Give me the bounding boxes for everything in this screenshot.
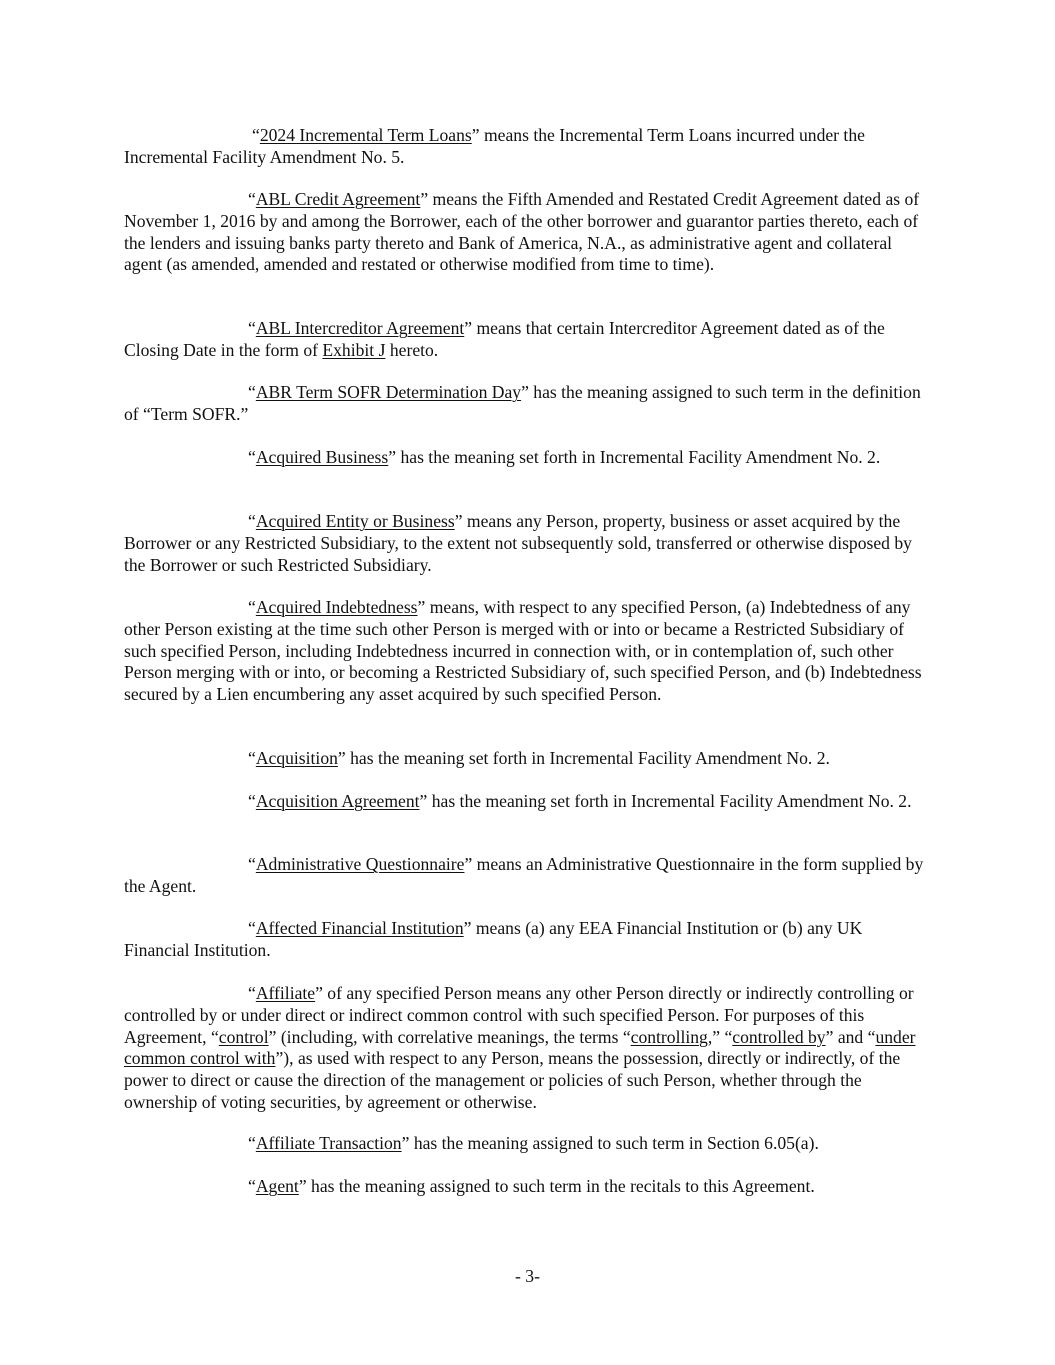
defined-term: Affiliate: [255, 983, 316, 1003]
definition-acquisition: “Acquisition” has the meaning set forth in Incremental Facility Amendment No. 2.: [248, 748, 830, 768]
defined-term: Administrative Questionnaire: [255, 854, 465, 874]
definition-acquisition-agreement: “Acquisition Agreement” has the meaning set forth in Incremental Facility Amendment No. 2.: [248, 791, 912, 811]
definition-text: ” means any Person, property, business or asset acquired by the Borrower or any Restricted Subsidiary, to the extent not subsequently sold, transferred or otherwise disposed by the Borrower or such Restricted Subsidiary.: [124, 511, 912, 575]
definition-text: ” has the meaning assigned to such term in the definition of “Term SOFR.”: [124, 382, 921, 424]
definition-text: ” has the meaning set forth in Incremental Facility Amendment No. 2.: [388, 447, 881, 467]
definition-acquired-business: “Acquired Business” has the meaning set forth in Incremental Facility Amendment No. 2.: [248, 447, 881, 467]
definition-acquired-indebtedness: “Acquired Indebtedness” means, with respect to any specified Person, (a) Indebtedness of any other Person existing at the time such other Person is merged with or into or became a Restricted Subsidiary of such specified Person, including Indebtedness incurred in connection with, or in contemplation of, such other Person merging with or into, or becoming a Restricted Subsidiary of, such specified Person, and (b) Indebtedness secured by a Lien encumbering any asset acquired by such specified Person.: [124, 597, 922, 705]
definition-text: ” and “: [825, 1026, 876, 1047]
definition-text: ” means that certain Intercreditor Agreement dated as of the Closing Date in the form of: [124, 318, 885, 360]
defined-term: Acquisition: [255, 748, 338, 768]
definition-text: ” has the meaning set forth in Incremental Facility Amendment No. 2.: [419, 791, 912, 811]
definition-text: ” (including, with correlative meanings, the terms “: [268, 1026, 631, 1047]
defined-subterm: controlling: [630, 1026, 708, 1047]
defined-term: Affected Financial Institution: [255, 918, 464, 938]
definition-administrative-questionnaire: “Administrative Questionnaire” means an Administrative Questionnaire in the form supplied by the Agent.: [124, 854, 924, 896]
definition-text: ” means (a) any EEA Financial Institution or (b) any UK Financial Institution.: [124, 918, 863, 960]
page-number: - 3-: [515, 1266, 540, 1286]
defined-subterm: controlled by: [732, 1026, 826, 1047]
definition-acquired-entity-or-business: “Acquired Entity or Business” means any Person, property, business or asset acquired by the Borrower or any Restricted Subsidiary, to the extent not subsequently sold, transferred or otherwise disposed by the Borrower or such Restricted Subsidiary.: [124, 511, 912, 575]
definition-text: ” means the Fifth Amended and Restated Credit Agreement dated as of November 1, 2016 by and among the Borrower, each of the other borrower and guarantor parties thereto, each of the lenders and issuing banks party thereto and Bank of America, N.A., as administrative agent and collateral agent (as amended, amended and restated or otherwise modified from time to time).: [124, 189, 920, 275]
defined-term: 2024 Incremental Term Loans: [259, 125, 472, 145]
definition-abr-term-sofr-determination-day: “ABR Term SOFR Determination Day” has the meaning assigned to such term in the definition of “Term SOFR.”: [124, 382, 921, 424]
definition-text: ” means an Administrative Questionnaire in the form supplied by the Agent.: [124, 854, 924, 896]
defined-term: Acquisition Agreement: [255, 791, 420, 811]
definition-text: ,” “: [707, 1026, 733, 1047]
definition-text: ” of any specified Person means any other Person directly or indirectly controlling or controlled by or under direct or indirect common control with such specified Person. For purposes of this Agreement, “: [124, 983, 914, 1047]
definition-text: hereto.: [385, 339, 439, 360]
exhibit-reference: Exhibit J: [322, 339, 386, 360]
definition-affiliate: “Affiliate” of any specified Person means any other Person directly or indirectly controlling or controlled by or under direct or indirect common control with such specified Person. For purposes of this Agreement, “control” (including, with correlative meanings, the terms “controlling,” “controlled by” and “under common control with”), as used with respect to any Person, means the possession, directly or indirectly, of the power to direct or cause the direction of the management or policies of such Person, whether through the ownership of voting securities, by agreement or otherwise.: [124, 983, 916, 1112]
definition-text: ” has the meaning assigned to such term in the recitals to this Agreement.: [298, 1176, 815, 1196]
defined-term: Acquired Indebtedness: [255, 597, 418, 617]
defined-term: ABL Credit Agreement: [255, 189, 421, 209]
definition-abl-intercreditor-agreement: “ABL Intercreditor Agreement” means that certain Intercreditor Agreement dated as of the Closing Date in the form of Exhibit J hereto.: [124, 318, 885, 360]
defined-term: Affiliate Transaction: [255, 1133, 402, 1153]
defined-term: Agent: [255, 1176, 299, 1196]
definition-text: ” means, with respect to any specified Person, (a) Indebtedness of any other Person existing at the time such other Person is merged with or into or became a Restricted Subsidiary of such specified Person, including Indebtedness incurred in connection with, or in contemplation of, such other Person merging with or into, or becoming a Restricted Subsidiary of, such specified Person, and (b) Indebtedness secured by a Lien encumbering any asset acquired by such specified Person.: [124, 597, 922, 705]
defined-term: Acquired Business: [255, 447, 389, 467]
definition-text: ” has the meaning assigned to such term in Section 6.05(a).: [401, 1133, 819, 1153]
definition-text: ” means the Incremental Term Loans incurred under the Incremental Facility Amendment No. 5.: [124, 125, 865, 167]
definition-affiliate-transaction: “Affiliate Transaction” has the meaning assigned to such term in Section 6.05(a).: [248, 1133, 819, 1153]
definition-text: ”), as used with respect to any Person, means the possession, directly or indirectly, of the power to direct or cause the direction of the management or policies of such Person, whether through the ownership of voting securities, by agreement or otherwise.: [124, 1048, 901, 1112]
defined-subterm: under common control with: [124, 1026, 916, 1069]
definition-abl-credit-agreement: “ABL Credit Agreement” means the Fifth Amended and Restated Credit Agreement dated as of November 1, 2016 by and among the Borrower, each of the other borrower and guarantor parties thereto, each of the lenders and issuing banks party thereto and Bank of America, N.A., as administrative agent and collateral agent (as amended, amended and restated or otherwise modified from time to time).: [124, 189, 920, 275]
defined-term: ABL Intercreditor Agreement: [255, 318, 465, 338]
definition-2024-incremental-term-loans: “2024 Incremental Term Loans” means the Incremental Term Loans incurred under the Incremental Facility Amendment No. 5.: [124, 125, 865, 167]
defined-term: ABR Term SOFR Determination Day: [255, 382, 522, 402]
definition-text: ” has the meaning set forth in Incremental Facility Amendment No. 2.: [337, 748, 830, 768]
defined-term: Acquired Entity or Business: [255, 511, 455, 531]
definition-affected-financial-institution: “Affected Financial Institution” means (a) any EEA Financial Institution or (b) any UK Financial Institution.: [124, 918, 863, 960]
defined-subterm: control: [218, 1026, 269, 1047]
definition-agent: “Agent” has the meaning assigned to such term in the recitals to this Agreement.: [248, 1176, 815, 1196]
